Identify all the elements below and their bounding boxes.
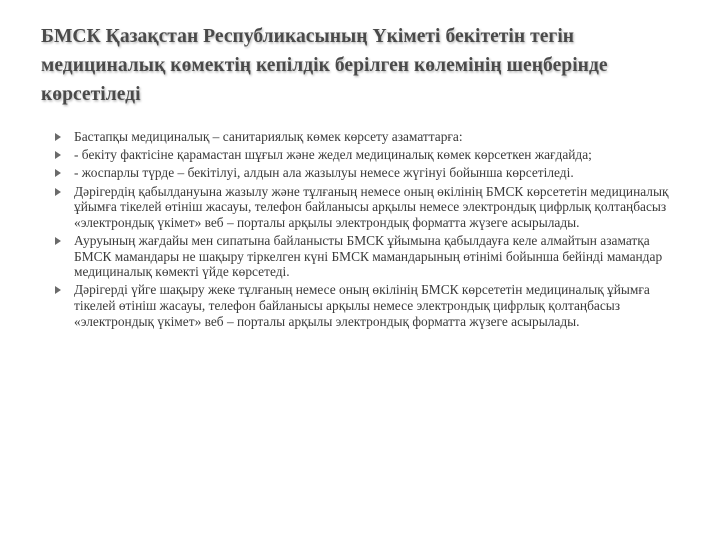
- bullet-item: [55, 282, 675, 329]
- triangle-right-icon: [55, 188, 61, 196]
- bullet-text: Ауруының жағдайы мен сипатына байланысты БМСК ұйымына қабылдауға келе алмайтын азаматқа БМСК мамандары не шақыру тіркелген күні БМСК мамандарының өтінімі бойынша бейінді мамандар медициналық көмекті үйде көрсетеді.: [74, 232, 663, 280]
- bullet-item: [55, 147, 675, 163]
- triangle-right-icon: [55, 286, 61, 294]
- triangle-right-icon: [55, 151, 61, 159]
- slide-title-text: БМСК Қазақстан Республикасының Үкіметі бекітетін тегін медициналық көмектің кепілдік берілген көлемінің шеңберінде көрсетіледі: [41, 26, 608, 105]
- triangle-right-icon: [55, 237, 61, 245]
- bullet-text: Дәрігердің қабылдануына жазылу және тұлғаның немесе оның өкілінің БМСК көрсететін медициналық ұйымға тікелей өтініш жасауы, телефон байланысы арқылы немесе электрондық цифрлық қолтаңбасыз «электрондық үкімет» веб – порталы арқылы электрондық форматта жүзеге асырылады.: [74, 183, 669, 230]
- bullet-item: [55, 129, 675, 145]
- triangle-right-icon: [55, 133, 61, 141]
- bullet-text: Дәрігерді үйге шақыру жеке тұлғаның немесе оның өкілінің БМСК көрсететін медициналық ұйымға тікелей өтініш жасауы, телефон байланысы арқылы немесе электрондық цифрлық қолтаңбасыз «электрондық үкімет» веб – порталы арқылы электрондық форматта жүзеге асырылады.: [74, 282, 650, 329]
- bullet-item: [55, 184, 675, 231]
- triangle-right-icon: [55, 169, 61, 177]
- bullet-list: [55, 129, 675, 332]
- bullet-text: - жоспарлы түрде – бекітілуі, алдын ала жазылуы немесе жүгінуі бойынша көрсетіледі.: [74, 165, 574, 181]
- bullet-item: [55, 233, 675, 280]
- slide-title: [41, 22, 691, 109]
- bullet-text: Бастапқы медициналық – санитариялық көмек көрсету азаматтарға:: [74, 129, 463, 144]
- bullet-item: [55, 165, 675, 181]
- bullet-text: - бекіту фактісіне қарамастан шұғыл және жедел медициналық көмек көрсеткен жағдайда;: [74, 147, 592, 163]
